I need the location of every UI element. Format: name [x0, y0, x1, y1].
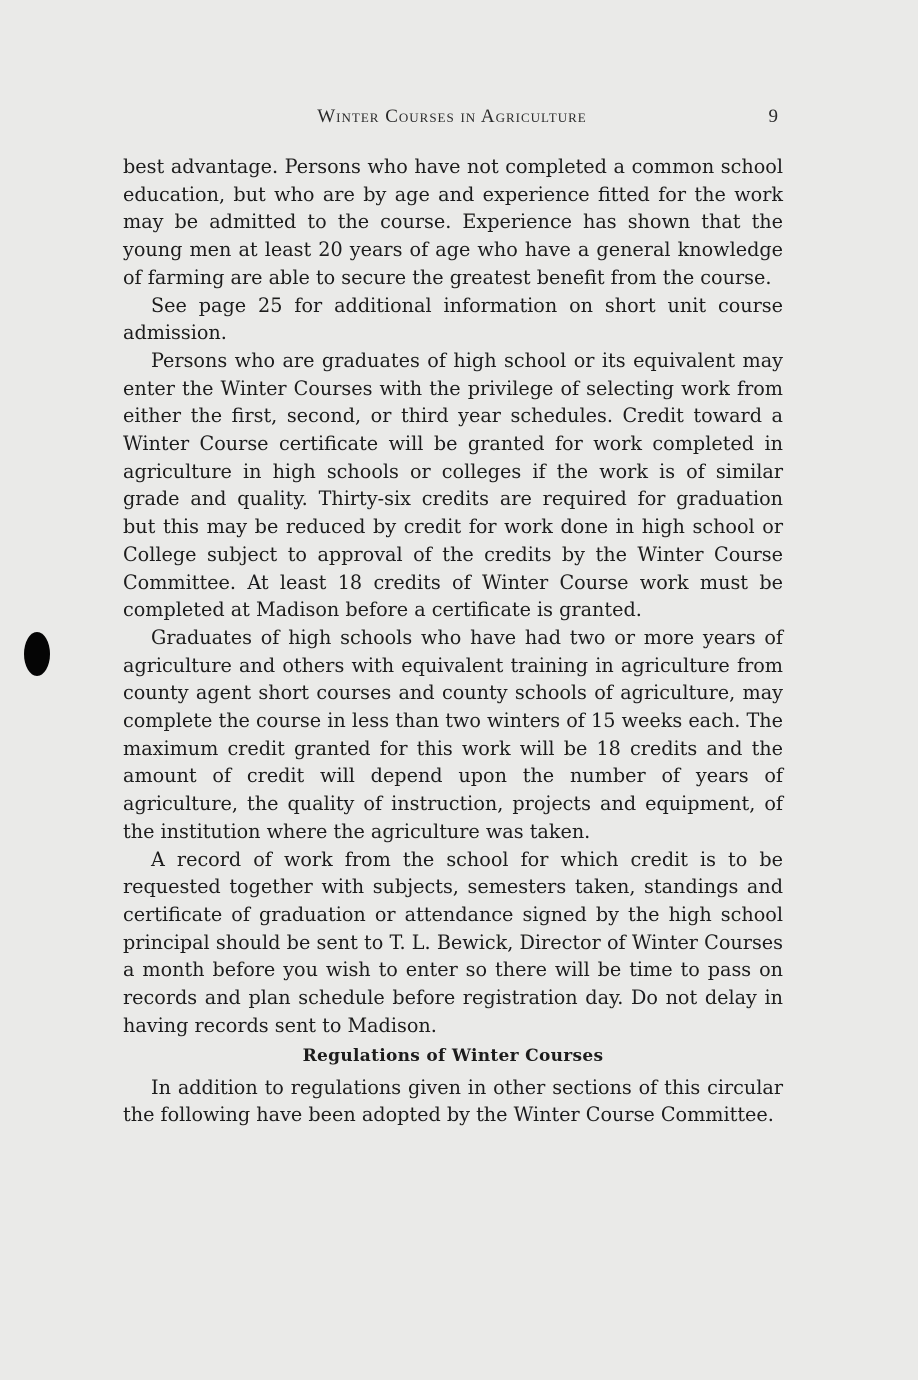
- paragraph-short-unit-reference: See page 25 for additional information on short unit course admission.: [123, 293, 783, 345]
- paragraph-record-of-work: A record of work from the school for which credit is to be requested together with subjects, semesters taken, standings and certificate of graduation or attendance signed by the high school principal should be sent to T. L. Bewick, Director of Winter Courses a month before you wish to enter so there will be time to pass on records and plan schedule before registration day. Do not delay in having records sent to Madison.: [123, 847, 783, 1037]
- running-header: [122, 106, 782, 134]
- paragraph-agriculture-credit: Graduates of high schools who have had two or more years of agriculture and others with equivalent training in agriculture from county agent short courses and county schools of agriculture, may complete the course in less than two winters of 15 weeks each. The maximum credit granted for this work will be 18 credits and the amount of credit will depend upon the number of years of agriculture, the quality of instruction, projects and equipment, of the institution where the agriculture was taken.: [123, 625, 783, 843]
- paragraph-regulations-intro: In addition to regulations given in other sections of this circular the following have been adopted by the Winter Course Committee.: [123, 1075, 783, 1127]
- binder-hole-mark: [24, 632, 50, 676]
- paragraph-high-school-graduates: Persons who are graduates of high school or its equivalent may enter the Winter Courses with the privilege of selecting work from either the first, second, or third year schedules. Credit toward a Winter Course certificate will be granted for work completed in agriculture in high schools or colleges if the work is of similar grade and quality. Thirty-six credits are required for graduation but this may be reduced by credit for work done in high school or College subject to approval of the credits by the Winter Course Committee. At least 18 credits of Winter Course work must be completed at Madison before a certificate is granted.: [123, 348, 783, 622]
- body-text: [123, 153, 783, 1129]
- page-number: 9: [768, 106, 778, 127]
- running-title: Winter Courses in Agriculture: [317, 106, 587, 127]
- section-heading: Regulations of Winter Courses: [302, 1045, 604, 1066]
- paragraph-continuation: best advantage. Persons who have not completed a common school education, but who are by age and experience fitted for the work may be admitted to the course. Experience has shown that the young men at least 20 years of age who have a general knowledge of farming are able to secure the greatest benefit from the course.: [123, 155, 783, 289]
